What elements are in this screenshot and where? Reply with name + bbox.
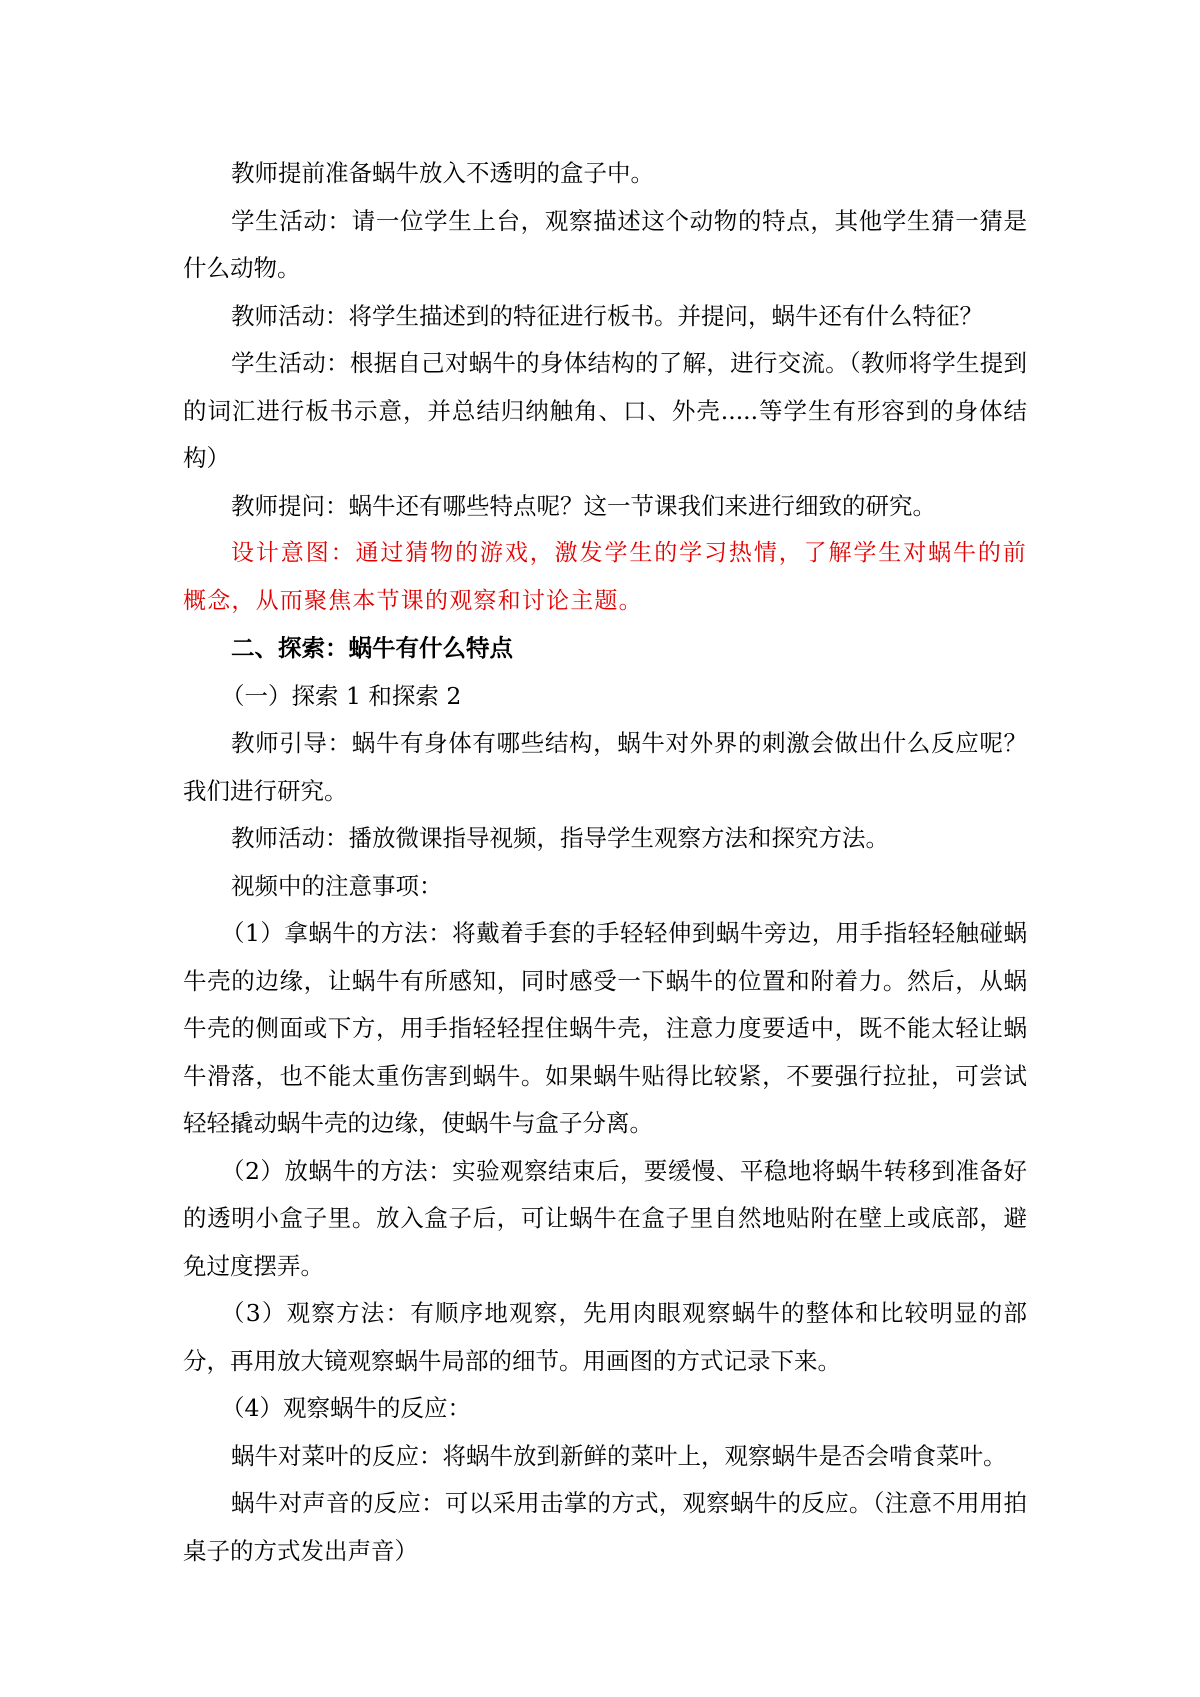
paragraph-reaction-sound: 蜗牛对声音的反应：可以采用击掌的方式，观察蜗牛的反应。（注意不用用拍桌子的方式发出声音） <box>183 1489 1027 1565</box>
paragraph-teacher-guidance: 教师引导：蜗牛有身体有哪些结构，蜗牛对外界的刺激会做出什么反应呢？我们进行研究。 <box>183 729 1027 805</box>
paragraph-teacher-activity-video: 教师活动：播放微课指导视频，指导学生观察方法和探究方法。 <box>231 824 889 852</box>
list-item-pick-up-snail: （1）拿蜗牛的方法：将戴着手套的手轻轻伸到蜗牛旁边，用手指轻轻触碰蜗牛壳的边缘，让蜗牛有所感知，同时感受一下蜗牛的位置和附着力。然后，从蜗牛壳的侧面或下方，用手指轻轻捏住蜗牛壳，注意力度要适中，既不能太轻让蜗牛滑落，也不能太重伤害到蜗牛。如果蜗牛贴得比较紧，不要强行拉扯，可尝试轻轻撬动蜗牛壳的边缘，使蜗牛与盒子分离。 <box>183 919 1027 1137</box>
document-page <box>183 150 1027 1575</box>
list-item-observe-reaction: （4）观察蜗牛的反应： <box>221 1394 471 1422</box>
design-intent-note: 设计意图：通过猜物的游戏，激发学生的学习热情，了解学生对蜗牛的前概念，从而聚焦本节课的观察和讨论主题。 <box>183 540 1027 614</box>
paragraph-teacher-activity-board: 教师活动：将学生描述到的特征进行板书。并提问，蜗牛还有什么特征？ <box>231 301 983 330</box>
paragraph-teacher-question: 教师提问：蜗牛还有哪些特点呢？这一节课我们来进行细致的研究。 <box>231 491 936 520</box>
list-item-put-down-snail: （2）放蜗牛的方法：实验观察结束后，要缓慢、平稳地将蜗牛转移到准备好的透明小盒子里。放入盒子后，可让蜗牛在盒子里自然地贴附在壁上或底部，避免过度摆弄。 <box>183 1156 1027 1280</box>
paragraph-student-activity-guess: 学生活动：请一位学生上台，观察描述这个动物的特点，其他学生猜一猜是什么动物。 <box>183 206 1027 282</box>
section-heading-explore: 二、探索：蜗牛有什么特点 <box>231 634 513 662</box>
paragraph-teacher-prep: 教师提前准备蜗牛放入不透明的盒子中。 <box>231 159 654 187</box>
paragraph-reaction-leaf: 蜗牛对菜叶的反应：将蜗牛放到新鲜的菜叶上，观察蜗牛是否会啃食菜叶。 <box>231 1441 1007 1470</box>
subsection-heading-explore-1-2: （一）探索 1 和探索 2 <box>221 681 462 710</box>
paragraph-student-activity-discuss: 学生活动：根据自己对蜗牛的身体结构的了解，进行交流。（教师将学生提到的词汇进行板书示意，并总结归纳触角、口、外壳.....等学生有形容到的身体结构） <box>183 349 1027 472</box>
list-item-observation-method: （3）观察方法：有顺序地观察，先用肉眼观察蜗牛的整体和比较明显的部分，再用放大镜观察蜗牛局部的细节。用画图的方式记录下来。 <box>183 1299 1027 1375</box>
paragraph-video-notes-heading: 视频中的注意事项： <box>231 871 443 900</box>
